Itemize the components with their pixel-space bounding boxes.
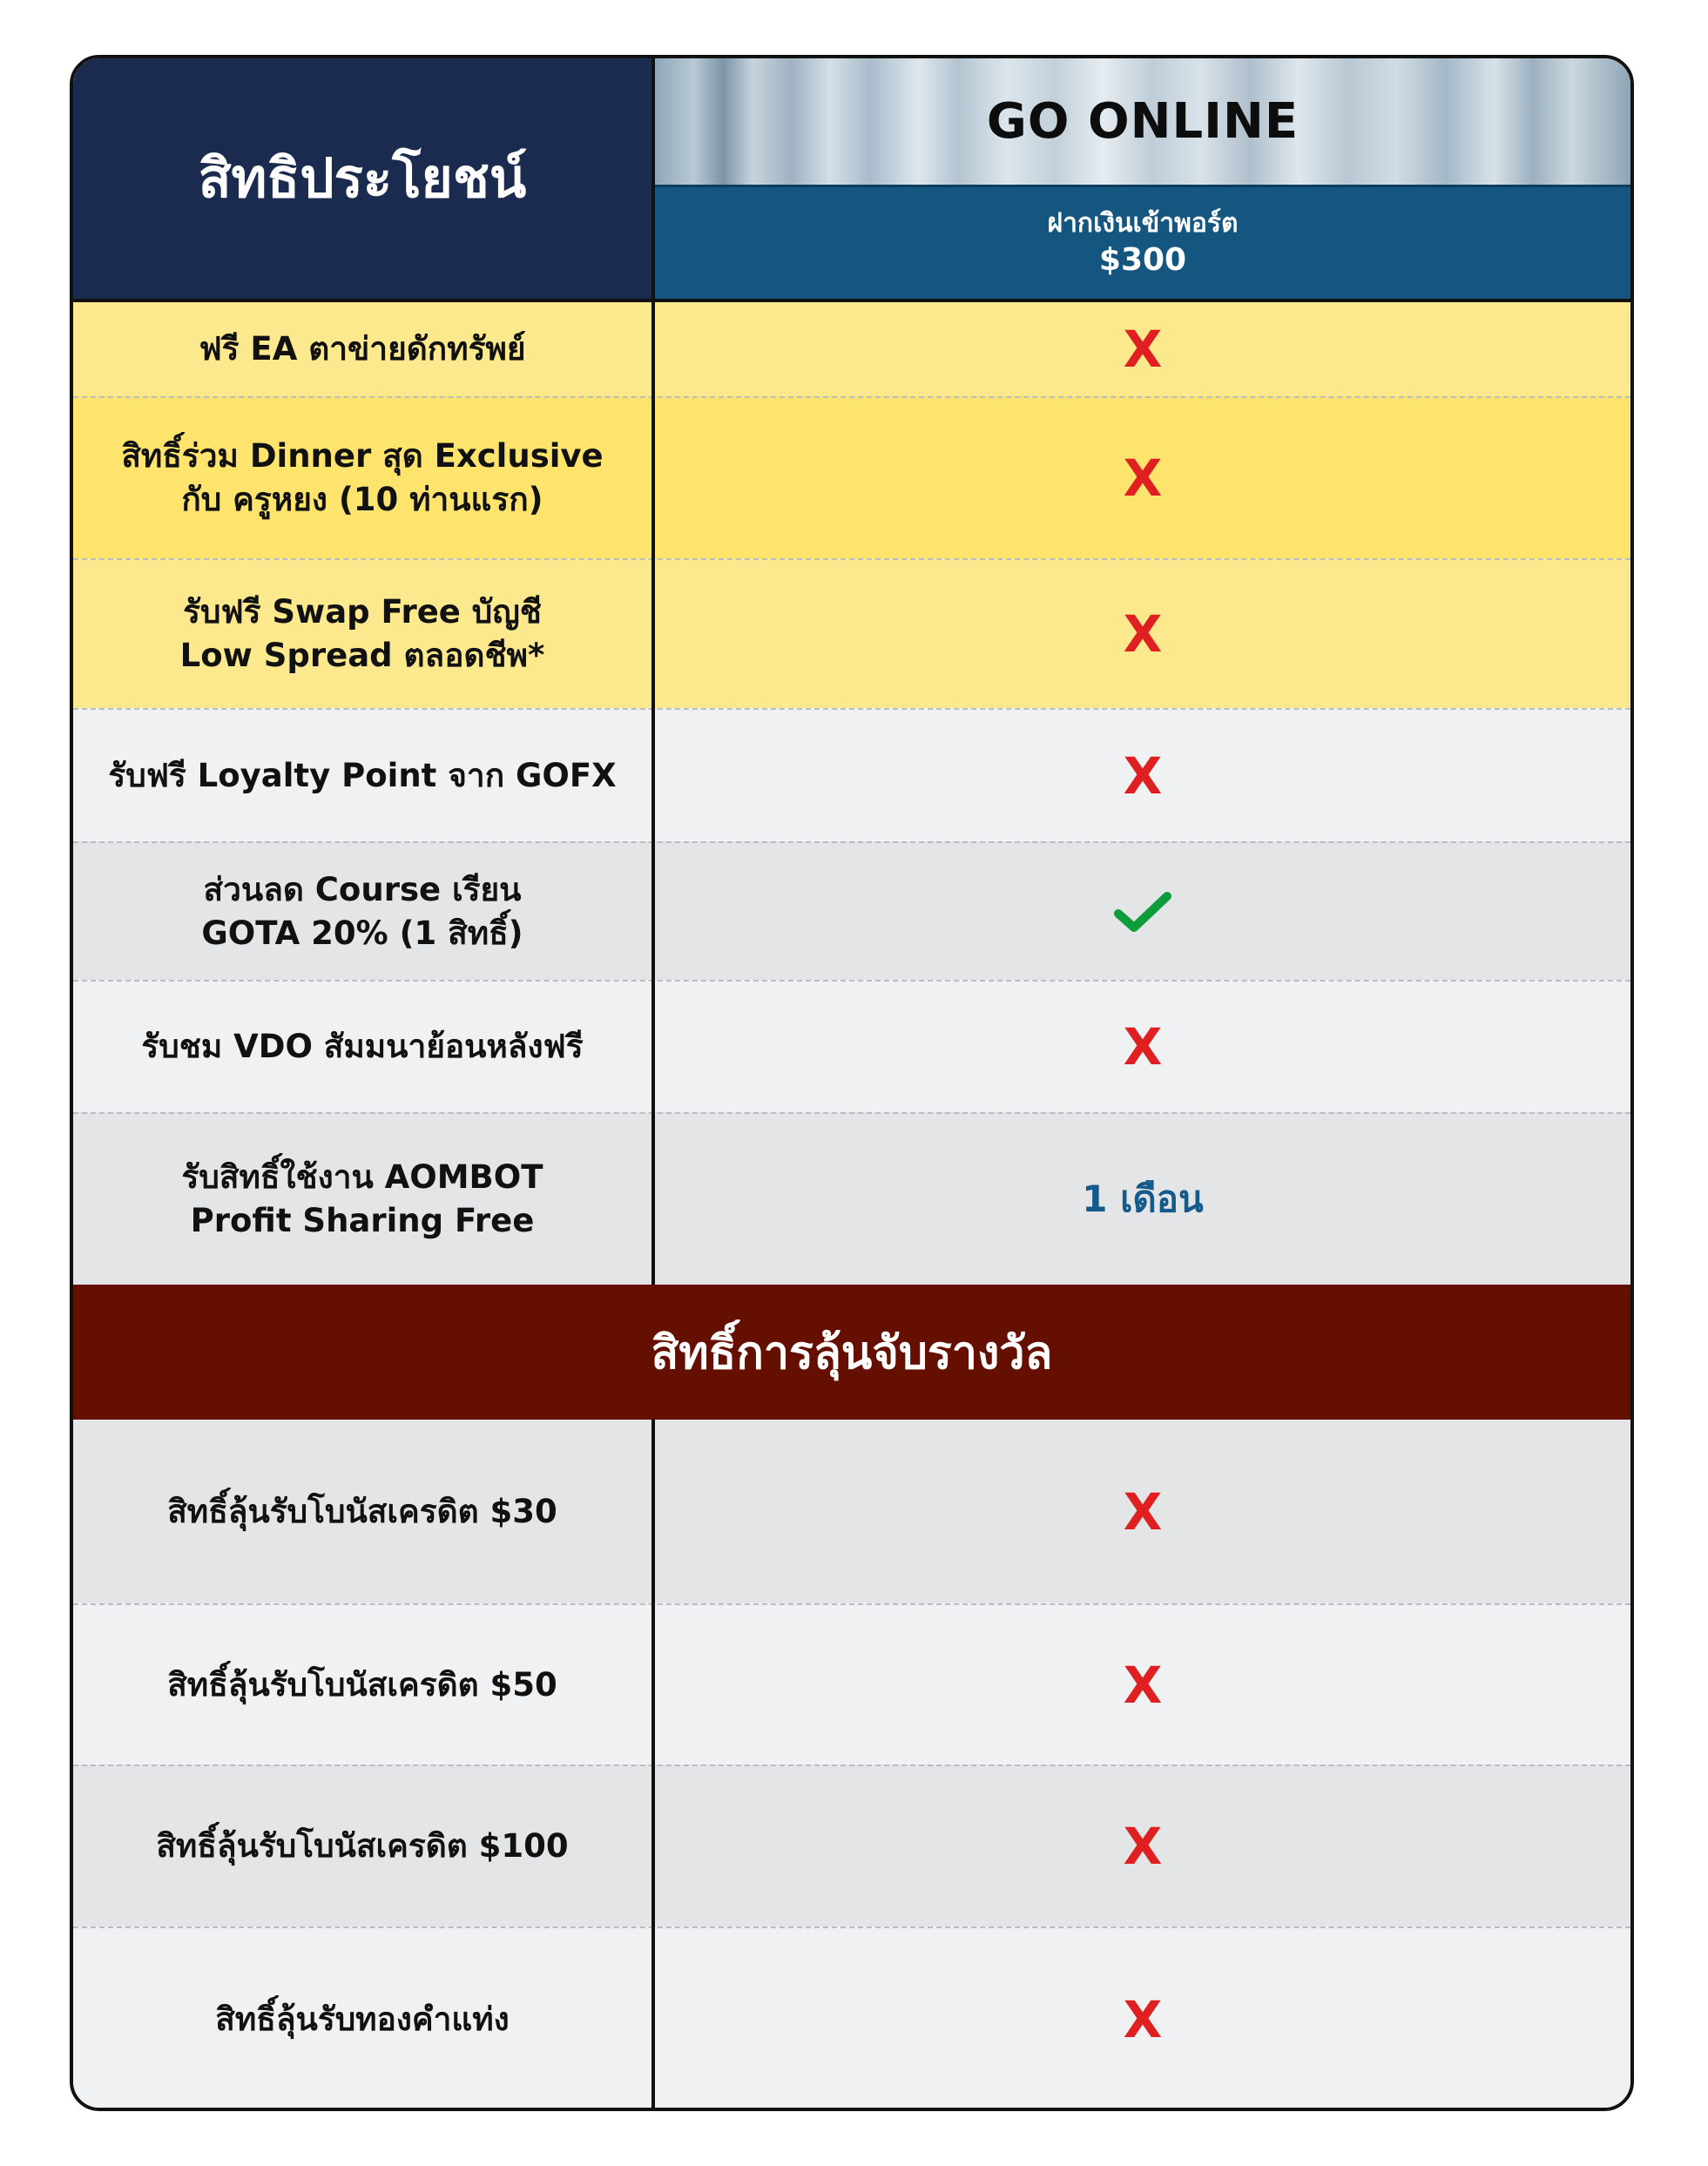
table-row: [73, 708, 1630, 841]
benefit-value: [655, 843, 1630, 980]
benefit-label: [73, 982, 651, 1112]
lottery-label-line: สิทธิ์ลุ้นรับโบนัสเครดิต $30: [167, 1492, 557, 1530]
lottery-label-line: สิทธิ์ลุ้นรับโบนัสเครดิต $100: [156, 1827, 569, 1865]
lottery-label-line: สิทธิ์ลุ้นรับโบนัสเครดิต $50: [167, 1665, 557, 1704]
benefit-value: [655, 302, 1630, 396]
benefit-label-line: Low Spread ตลอดชีพ*: [179, 637, 545, 674]
month-value: 1 เดือน: [1082, 1177, 1204, 1220]
benefit-label-line: กับ ครูหยง (10 ท่านแรก): [181, 481, 543, 518]
benefit-label: [73, 710, 651, 841]
benefit-label: [73, 302, 651, 396]
lottery-value: [655, 1928, 1630, 2111]
x-mark-icon: X: [1123, 1481, 1163, 1542]
lottery-label: [73, 1766, 651, 1926]
benefits-header: [73, 58, 651, 299]
plan-deposit-label: ฝากเงินเข้าพอร์ต: [1047, 208, 1239, 239]
benefit-value: [655, 560, 1630, 708]
benefits-header-label: สิทธิประโยชน์: [198, 146, 527, 210]
check-mark-icon: [1113, 889, 1172, 935]
table-row: [73, 1603, 1630, 1765]
x-mark-icon: X: [1123, 320, 1163, 379]
x-mark-icon: X: [1123, 604, 1163, 664]
benefit-label: [73, 560, 651, 708]
benefit-label-line: รับสิทธิ์ใช้งาน AOMBOT: [181, 1158, 543, 1196]
plan-deposit-amount: $300: [1098, 242, 1187, 278]
x-mark-icon: X: [1123, 449, 1163, 508]
lottery-value: [655, 1605, 1630, 1765]
x-mark-icon: X: [1123, 1817, 1163, 1876]
plan-deposit: [655, 185, 1630, 299]
benefit-label: [73, 398, 651, 558]
comparison-table: [70, 55, 1634, 2111]
header-border: [73, 299, 1630, 302]
table-row: [73, 980, 1630, 1112]
benefit-label-line: รับฟรี Loyalty Point จาก GOFX: [108, 756, 617, 794]
table-row: [73, 558, 1630, 708]
benefit-value: [655, 398, 1630, 558]
table-row: [73, 1112, 1630, 1285]
lottery-label: [73, 1420, 651, 1603]
lottery-value: [655, 1766, 1630, 1926]
benefit-label: [73, 1114, 651, 1285]
benefit-label: [73, 843, 651, 980]
benefit-label-line: รับชม VDO สัมมนาย้อนหลังฟรี: [141, 1028, 584, 1065]
benefit-label-line: GOTA 20% (1 สิทธิ์): [201, 914, 523, 952]
benefit-label-line: ฟรี EA ตาข่ายดักทรัพย์: [199, 330, 526, 368]
lottery-label: [73, 1928, 651, 2111]
table-row: [73, 1420, 1630, 1603]
x-mark-icon: X: [1123, 1017, 1163, 1076]
section-header: [73, 1285, 1630, 1420]
table-row: [73, 841, 1630, 980]
benefit-value: [655, 982, 1630, 1112]
column-divider: [651, 58, 655, 2108]
benefit-label-line: สิทธิ์ร่วม Dinner สุด Exclusive: [121, 437, 604, 475]
table-row: [73, 302, 1630, 396]
plan-name: GO ONLINE: [986, 93, 1300, 150]
benefit-label-line: รับฟรี Swap Free บัญชี: [183, 593, 542, 631]
benefit-value: [655, 1114, 1630, 1285]
table-row: [73, 1926, 1630, 2111]
x-mark-icon: X: [1123, 1655, 1163, 1715]
plan-header: [655, 58, 1630, 185]
lottery-label: [73, 1605, 651, 1765]
table-row: [73, 1765, 1630, 1926]
benefit-value: [655, 710, 1630, 841]
benefit-label-line: Profit Sharing Free: [190, 1202, 535, 1239]
x-mark-icon: X: [1123, 746, 1163, 806]
x-mark-icon: X: [1123, 1990, 1163, 2049]
lottery-label-line: สิทธิ์ลุ้นรับทองคำแท่ง: [215, 2001, 510, 2038]
lottery-value: [655, 1420, 1630, 1603]
benefit-label-line: ส่วนลด Course เรียน: [203, 870, 522, 908]
section-title: สิทธิ์การลุ้นจับรางวัล: [651, 1327, 1053, 1380]
table-row: [73, 396, 1630, 558]
